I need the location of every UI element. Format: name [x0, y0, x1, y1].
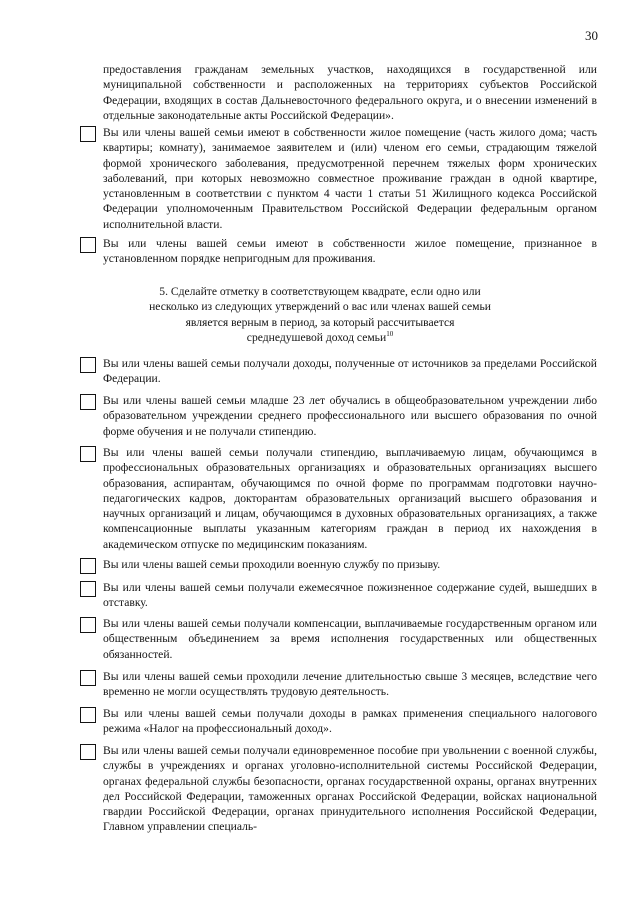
checkbox[interactable]	[80, 126, 96, 142]
heading-line: является верным в период, за который рассчитывается	[185, 315, 455, 329]
heading-line	[110, 330, 530, 345]
checkbox[interactable]	[80, 357, 96, 373]
checkbox-label: Вы или члены вашей семьи имеют в собственности жилое помещение (часть жилого дома; часть квартиры; комнату), занимаемое заявителем и (или) членом его семьи, страдающим тяжелой формой хронического заболевания, предусмотренной перечнем тяжелых форм хронических заболеваний, при которых невозможно совместное проживание граждан в одной квартире, установленным в соответствии с пунктом 4 части 1 статьи 51 Жилищного кодекса Российской Федерации уполномоченным Правительством Российской Федерации федеральным органом исполнительной власти.	[103, 126, 597, 231]
checkbox-label: Вы или члены вашей семьи проходили лечение длительностью свыше 3 месяцев, вследствие чего временно не могли осуществлять трудовую деятельность.	[103, 670, 597, 699]
checkbox-label: Вы или члены вашей семьи получали доходы, полученные от источников за пределами Российской Федерации.	[103, 357, 597, 386]
footnote-reference: 10	[386, 330, 394, 339]
checkbox[interactable]	[80, 707, 96, 723]
checkbox-label: Вы или члены вашей семьи получали единовременное пособие при увольнении с военной службы, службы в учреждениях и органах уголовно-исполнительной системы Российской Федерации, органах федеральной службы безопасности, органах государственной охраны, органах внутренних дел Российской Федерации, таможенных органах Российской Федерации, войсках национальной гвардии Российской Федерации, органах принудительного исполнения Российской Федерации, Главном управлении специаль-	[103, 744, 597, 834]
page-number: 30	[585, 28, 598, 43]
checkbox[interactable]	[80, 744, 96, 760]
checkbox[interactable]	[80, 617, 96, 633]
checkbox-item-self-employed-tax[interactable]	[80, 706, 597, 737]
checkbox-label: Вы или члены вашей семьи младше 23 лет обучались в общеобразовательном учреждении либо образовательном учреждении среднего профессионального или высшего образования по очной форме обучения и не получали стипендию.	[103, 394, 597, 438]
checkbox-item-discharge-allowance[interactable]	[80, 743, 597, 835]
checkbox-item-military-conscription[interactable]	[80, 557, 597, 572]
heading-line: несколько из следующих утверждений о вас или членах вашей семьи	[149, 300, 491, 314]
checkbox[interactable]	[80, 581, 96, 597]
checkbox-label: Вы или члены вашей семьи проходили военную службу по призыву.	[103, 558, 441, 571]
checkbox-item-housing-unfit[interactable]	[80, 236, 597, 267]
checkbox-item-judge-allowance[interactable]	[80, 580, 597, 611]
checkbox-item-public-duty-compensation[interactable]	[80, 616, 597, 662]
checkbox[interactable]	[80, 237, 96, 253]
lead-paragraph: предоставления гражданам земельных участков, находящихся в государственной или муниципальной собственности и расположенных на территориях субъектов Российской Федерации, входящих в состав Дальневосточного федерального округа, и о внесении изменений в отдельные законодательные акты Российской Федерации».	[103, 63, 597, 122]
checkbox-label: Вы или члены вашей семьи получали ежемесячное пожизненное содержание судей, вышедших в отставку.	[103, 581, 597, 610]
checkbox[interactable]	[80, 394, 96, 410]
checkbox-label: Вы или члены вашей семьи имеют в собственности жилое помещение, признанное в установленном порядке непригодным для проживания.	[103, 237, 597, 266]
checkbox-label: Вы или члены вашей семьи получали стипендию, выплачиваемую лицам, обучающимся в профессиональных образовательных организациях и образовательных организациях высшего образования, аспирантам, обучающимся по очной форме по программам подготовки научно-педагогических кадров, докторантам образовательных организаций высшего образования и научных организаций и лицам, обучающимся в духовных образовательных организациях, а также компенсационные выплаты указанным категориям граждан в период их нахождения в академическом отпуске по медицинским показаниям.	[103, 446, 597, 551]
checkbox-item-long-treatment[interactable]	[80, 669, 597, 700]
checkbox-label: Вы или члены вашей семьи получали доходы в рамках применения специального налогового режима «Налог на профессиональный доход».	[103, 707, 597, 736]
checkbox[interactable]	[80, 670, 96, 686]
section-5-heading	[110, 284, 530, 345]
checkbox-item-foreign-income[interactable]	[80, 356, 597, 387]
checkbox-label: Вы или члены вашей семьи получали компенсации, выплачиваемые государственным органом или общественным объединением за время исполнения государственных или общественных обязанностей.	[103, 617, 597, 661]
checkbox-item-stipend[interactable]	[80, 445, 597, 552]
checkbox[interactable]	[80, 446, 96, 462]
checkbox-item-student-no-stipend[interactable]	[80, 393, 597, 439]
checkbox[interactable]	[80, 558, 96, 574]
heading-line: 5. Сделайте отметку в соответствующем квадрате, если одно или	[159, 285, 481, 298]
checkbox-item-housing-illness[interactable]	[80, 125, 597, 232]
heading-line-text: среднедушевой доход семьи	[246, 330, 387, 344]
